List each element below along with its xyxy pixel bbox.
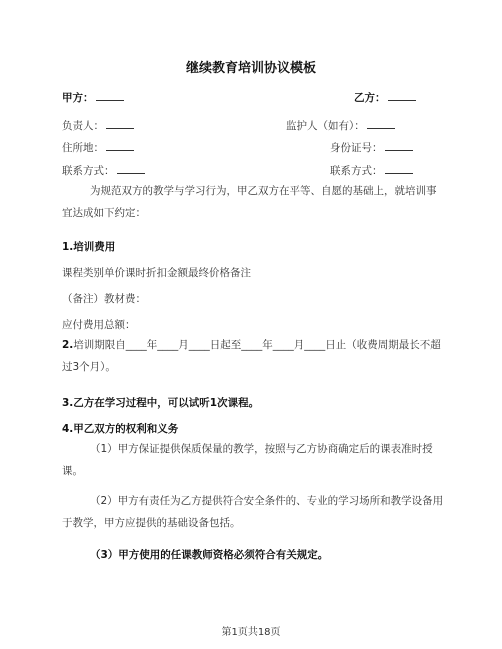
party-a-contact-label: 联系方式： xyxy=(62,165,115,177)
party-b-guardian-field xyxy=(286,118,395,133)
party-b-id-blank xyxy=(385,141,413,151)
section-1-line-3: 应付费用总额： xyxy=(62,319,136,331)
section-1-heading: 1.培训费用 xyxy=(62,241,116,253)
party-a-representative-blank xyxy=(106,119,134,129)
party-b-guardian-blank xyxy=(367,119,395,129)
section-4-item-1: （1）甲方保证提供保质保量的教学，按照与乙方协商确定后的课表准时授课。 xyxy=(62,443,433,477)
section-1-line-2: （备注）教材费： xyxy=(62,293,146,305)
party-a-address-field xyxy=(62,140,134,155)
party-a-representative-field xyxy=(62,118,134,133)
party-a-contact-field xyxy=(62,163,145,178)
section-2-text: 培训期限自____年____月____日起至____年____月____日止（收费周期最长不超过3个月）。 xyxy=(62,339,441,373)
section-4-item-2: （2）甲方有责任为乙方提供符合安全条件的、专业的学习场所和教学设备用于教学，甲方应提供的基础设备包括。 xyxy=(62,495,444,529)
party-b-id-field xyxy=(330,140,413,155)
section-3-text: 3.乙方在学习过程中，可以试听1次课程。 xyxy=(62,397,260,409)
party-b-contact-field xyxy=(330,163,413,178)
party-a-representative-label: 负责人： xyxy=(62,120,104,132)
section-4-item-3: （3）甲方使用的任课教师资格必须符合有关规定。 xyxy=(90,549,329,561)
party-a-address-label: 住所地： xyxy=(62,142,104,154)
party-b-id-label: 身份证号： xyxy=(330,142,383,154)
party-a-label: 甲方： xyxy=(62,92,94,104)
section-2-number: 2. xyxy=(62,339,74,351)
section-2-paragraph xyxy=(62,334,446,378)
party-b-field xyxy=(354,90,416,105)
party-b-contact-label: 联系方式： xyxy=(330,165,383,177)
party-b-contact-blank xyxy=(385,164,413,174)
party-a-field xyxy=(62,90,124,105)
party-b-guardian-label: 监护人（如有）： xyxy=(286,120,365,132)
intro-paragraph: 为规范双方的教学与学习行为，甲乙双方在平等、自愿的基础上，就培训事宜达成如下约定： xyxy=(62,185,437,219)
section-1-line-1: 课程类别单价课时折扣金额最终价格备注 xyxy=(62,267,251,279)
party-a-address-blank xyxy=(106,141,134,151)
page-number-footer: 第1页共18页 xyxy=(221,627,281,638)
party-b-label: 乙方： xyxy=(354,92,386,104)
document-title: 继续教育培训协议模板 xyxy=(185,61,316,76)
party-a-blank xyxy=(96,91,124,101)
section-4-heading: 4.甲乙双方的权利和义务 xyxy=(62,423,179,435)
party-a-contact-blank xyxy=(117,164,145,174)
party-b-blank xyxy=(388,91,416,101)
